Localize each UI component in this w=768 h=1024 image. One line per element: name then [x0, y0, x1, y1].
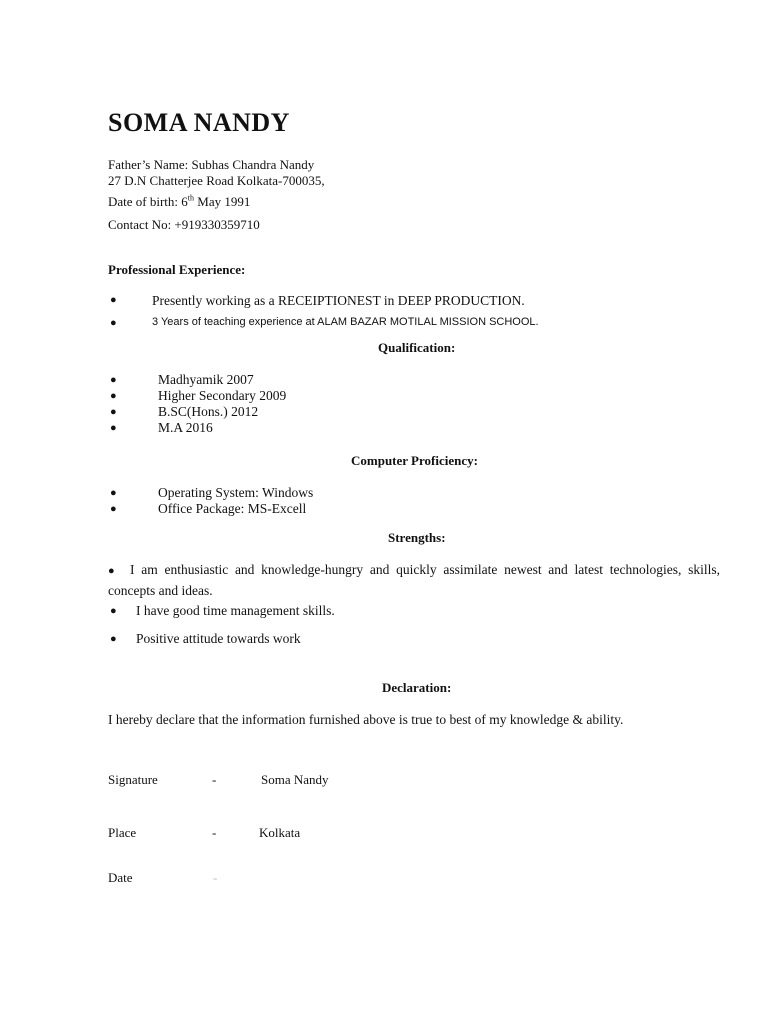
bullet-icon: ● — [110, 633, 117, 645]
dob-prefix: Date of birth: 6 — [108, 194, 188, 209]
declaration-text: I hereby declare that the information furnished above is true to best of my knowledge & ability. — [108, 712, 624, 727]
contact-number: Contact No: +919330359710 — [108, 217, 260, 232]
qualification-item: Higher Secondary 2009 — [158, 388, 287, 403]
bullet-icon: ● — [110, 390, 117, 402]
bullet-icon: ● — [110, 406, 117, 418]
strength-item: I have good time management skills. — [136, 603, 335, 618]
fathers-name: Father’s Name: Subhas Chandra Nandy — [108, 157, 315, 172]
date-dash: - — [213, 870, 218, 885]
experience-item: Presently working as a RECEIPTIONEST in DEEP PRODUCTION. — [152, 293, 525, 308]
qualification-heading: Qualification: — [378, 340, 456, 355]
dob-superscript: th — [187, 193, 195, 203]
date-label: Date — [108, 870, 133, 885]
dob-suffix: May 1991 — [194, 194, 251, 209]
qualification-item: M.A 2016 — [158, 420, 213, 435]
experience-item: 3 Years of teaching experience at ALAM BAZAR MOTILAL MISSION SCHOOL. — [152, 316, 539, 328]
place-value: Kolkata — [259, 825, 301, 840]
strength-text: I am enthusiastic and knowledge-hungry and quickly assimilate newest and latest technologies, skills, concepts and ideas. — [108, 562, 720, 598]
declaration-heading: Declaration: — [382, 680, 452, 695]
signature-dash: - — [212, 772, 217, 787]
strength-item: Positive attitude towards work — [136, 631, 301, 646]
bullet-icon: ● — [110, 294, 117, 306]
place-label: Place — [108, 825, 137, 840]
qualification-item: Madhyamik 2007 — [158, 372, 254, 387]
signature-value: Soma Nandy — [261, 772, 329, 787]
place-dash: - — [212, 825, 217, 840]
candidate-name: SOMA NANDY — [108, 108, 290, 137]
bullet-icon: ● — [108, 565, 115, 577]
bullet-icon: ● — [110, 317, 117, 329]
qualification-item: B.SC(Hons.) 2012 — [158, 404, 259, 419]
bullet-icon: ● — [110, 374, 117, 386]
computer-heading: Computer Proficiency: — [351, 453, 478, 468]
bullet-icon: ● — [110, 422, 117, 434]
computer-item: Office Package: MS-Excell — [158, 501, 307, 516]
bullet-icon: ● — [110, 487, 117, 499]
strengths-heading: Strengths: — [388, 530, 446, 545]
bullet-icon: ● — [110, 605, 117, 617]
bullet-icon: ● — [110, 503, 117, 515]
computer-item: Operating System: Windows — [158, 485, 314, 500]
signature-label: Signature — [108, 772, 158, 787]
date-of-birth — [108, 194, 250, 210]
address: 27 D.N Chatterjee Road Kolkata-700035, — [108, 173, 325, 188]
strength-item — [108, 560, 720, 601]
experience-heading: Professional Experience: — [108, 262, 246, 277]
